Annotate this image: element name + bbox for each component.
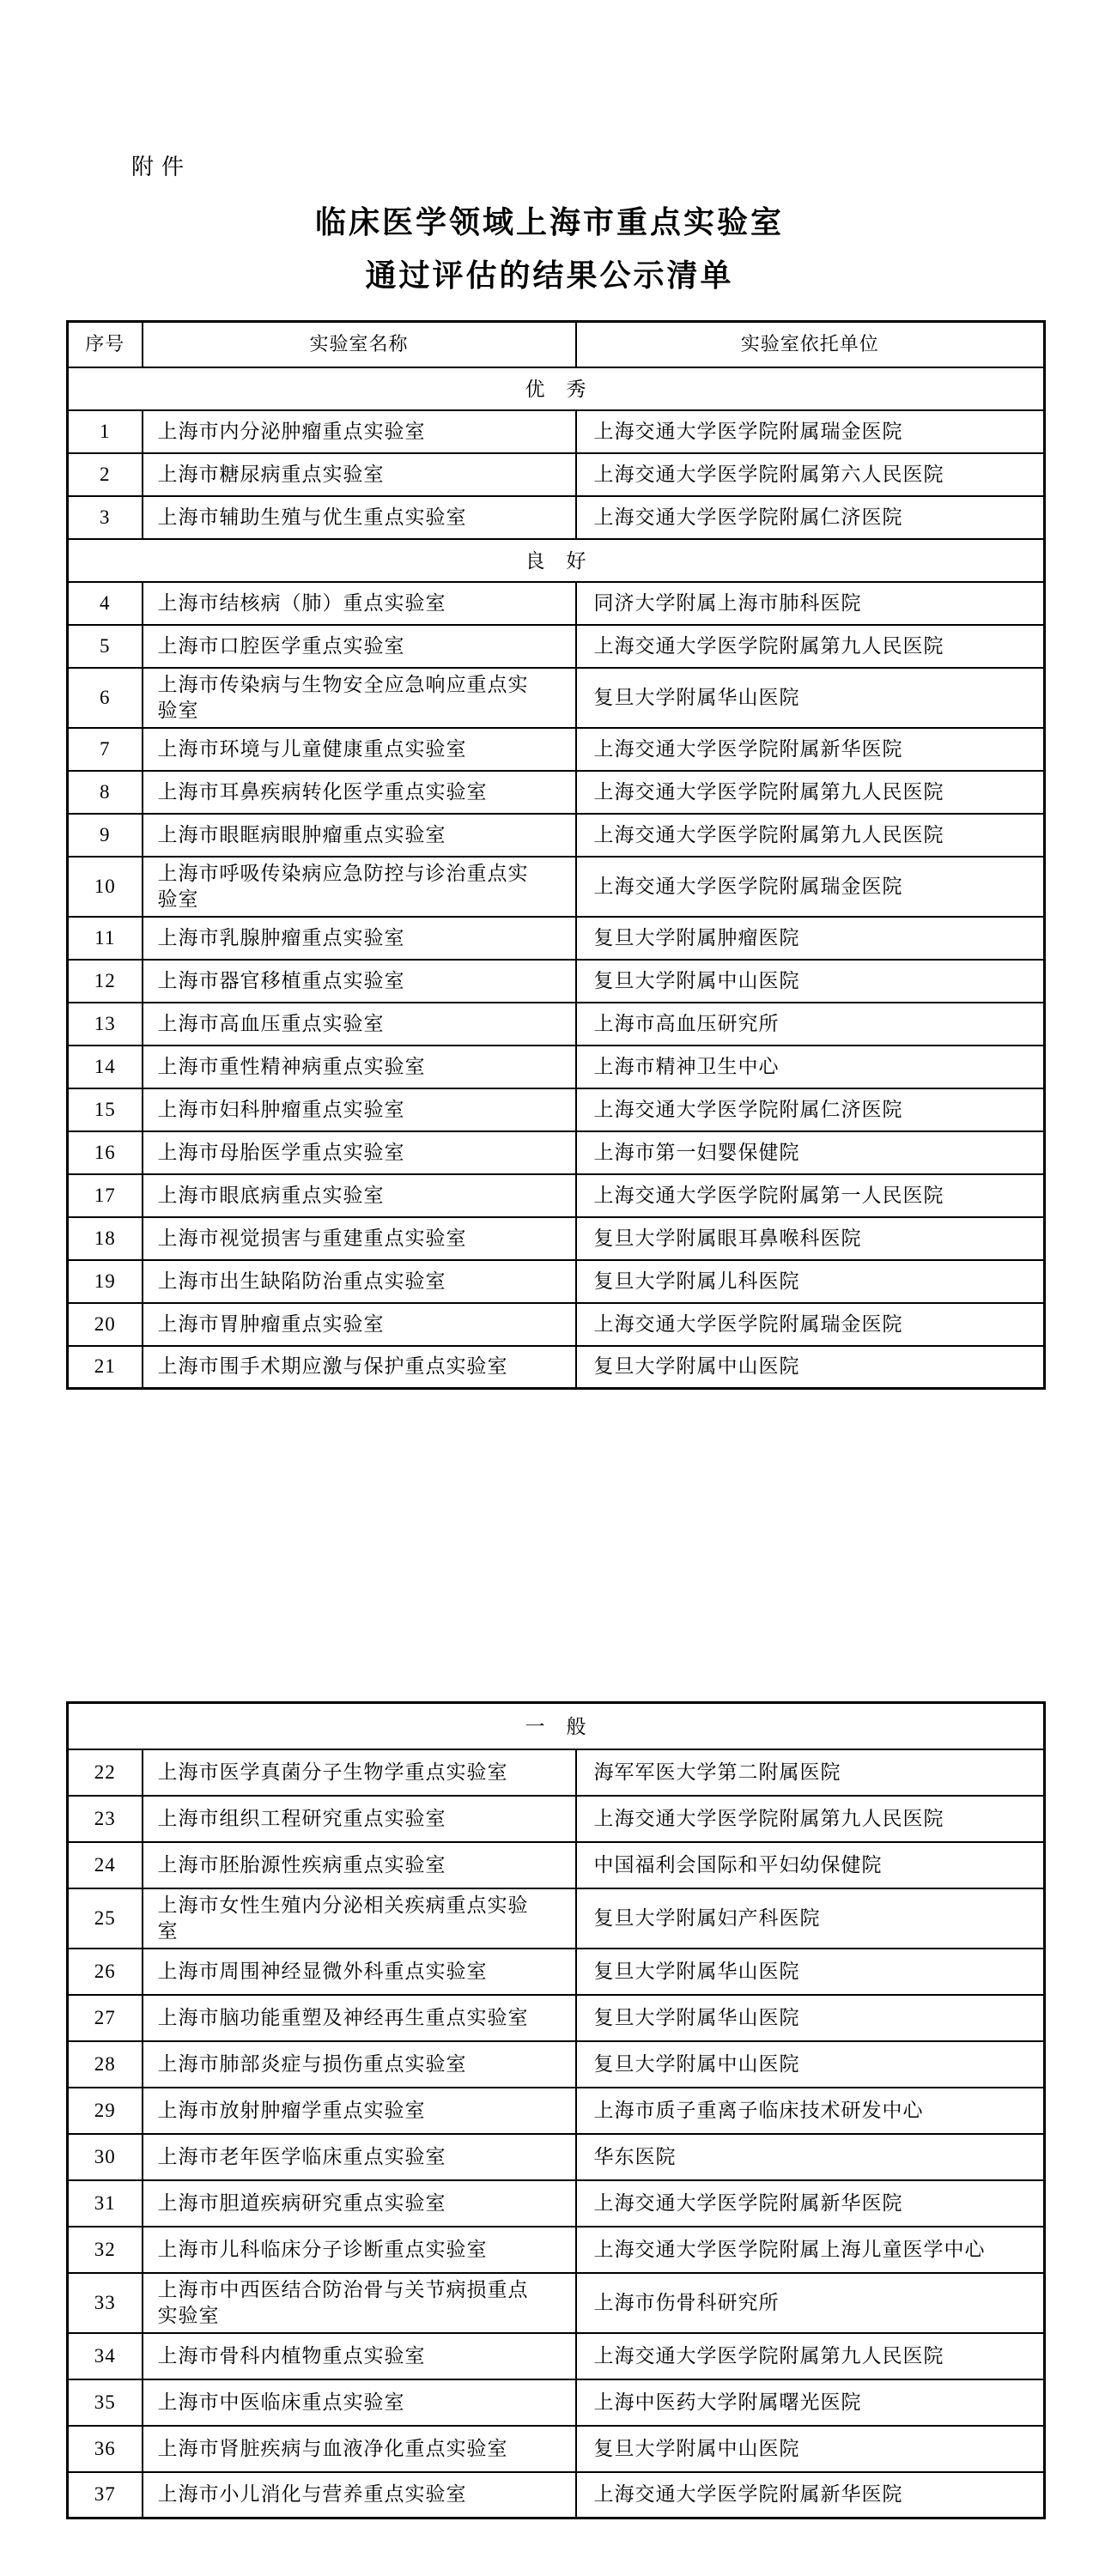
- row-number-cell: 15: [68, 1088, 143, 1131]
- org-cell: 上海交通大学医学院附属上海儿童医学中心: [576, 2227, 1045, 2273]
- lab-name-cell: 上海市器官移植重点实验室: [143, 960, 576, 1003]
- lab-name-cell: 上海市环境与儿童健康重点实验室: [143, 728, 576, 771]
- org-cell: 复旦大学附属中山医院: [576, 1346, 1045, 1389]
- header-cell-lab: 实验室名称: [143, 322, 576, 367]
- page-title-line2: 通过评估的结果公示清单: [365, 258, 734, 293]
- org-cell: 复旦大学附属华山医院: [576, 668, 1045, 728]
- section-row: [68, 539, 1045, 582]
- org-cell: 上海交通大学医学院附属新华医院: [576, 2180, 1045, 2227]
- org-cell: 上海交通大学医学院附属瑞金医院: [576, 1303, 1045, 1346]
- lab-name-cell: 上海市中西医结合防治骨与关节病损重点实验室: [143, 2273, 576, 2333]
- row-number-cell: 7: [68, 728, 143, 771]
- org-cell: 复旦大学附属华山医院: [576, 1995, 1045, 2041]
- lab-name-cell: 上海市骨科内植物重点实验室: [143, 2333, 576, 2379]
- org-cell: 复旦大学附属华山医院: [576, 1949, 1045, 1995]
- row-number-cell: 18: [68, 1217, 143, 1260]
- org-cell: 中国福利会国际和平妇幼保健院: [576, 1842, 1045, 1888]
- row-number-cell: 6: [68, 668, 143, 728]
- row-number-cell: 10: [68, 857, 143, 917]
- lab-name-cell: 上海市呼吸传染病应急防控与诊治重点实验室: [143, 857, 576, 917]
- lab-name-cell: 上海市脑功能重塑及神经再生重点实验室: [143, 1995, 576, 2041]
- org-cell: 复旦大学附属中山医院: [576, 960, 1045, 1003]
- org-cell: 上海交通大学医学院附属第九人民医院: [576, 1796, 1045, 1842]
- lab-name-cell: 上海市中医临床重点实验室: [143, 2379, 576, 2426]
- row-number-cell: 25: [68, 1888, 143, 1949]
- row-number-cell: 16: [68, 1131, 143, 1174]
- lab-name-cell: 上海市内分泌肿瘤重点实验室: [143, 410, 576, 453]
- row-number-cell: 30: [68, 2134, 143, 2180]
- org-cell: 复旦大学附属中山医院: [576, 2041, 1045, 2088]
- org-cell: 上海市高血压研究所: [576, 1003, 1045, 1046]
- org-cell: 同济大学附属上海市肺科医院: [576, 582, 1045, 625]
- table-row: [68, 2180, 1045, 2227]
- table-row: [68, 1796, 1045, 1842]
- lab-name-cell: 上海市围手术期应激与保护重点实验室: [143, 1346, 576, 1389]
- row-number-cell: 20: [68, 1303, 143, 1346]
- attachment-label: 附件: [131, 154, 192, 179]
- header-row: [68, 322, 1045, 367]
- org-cell: 上海交通大学医学院附属新华医院: [576, 2472, 1045, 2518]
- row-number-cell: 9: [68, 814, 143, 857]
- row-number-cell: 35: [68, 2379, 143, 2426]
- table-row: [68, 728, 1045, 771]
- table-row: [68, 2426, 1045, 2472]
- row-number-cell: 13: [68, 1003, 143, 1046]
- page-title-line1: 临床医学领域上海市重点实验室: [314, 205, 784, 239]
- evaluation-result-table-part2: [66, 1701, 1046, 2519]
- lab-name-cell: 上海市胃肿瘤重点实验室: [143, 1303, 576, 1346]
- section-label: 优 秀: [68, 367, 1045, 410]
- table-row: [68, 1174, 1045, 1217]
- table-row: [68, 1003, 1045, 1046]
- section-label: 良 好: [68, 539, 1045, 582]
- row-number-cell: 2: [68, 453, 143, 496]
- row-number-cell: 4: [68, 582, 143, 625]
- lab-name-cell: 上海市儿科临床分子诊断重点实验室: [143, 2227, 576, 2273]
- row-number-cell: 8: [68, 771, 143, 814]
- lab-name-cell: 上海市眼眶病眼肿瘤重点实验室: [143, 814, 576, 857]
- table-row: [68, 1046, 1045, 1088]
- lab-name-cell: 上海市女性生殖内分泌相关疾病重点实验室: [143, 1888, 576, 1949]
- lab-name-cell: 上海市医学真菌分子生物学重点实验室: [143, 1749, 576, 1796]
- row-number-cell: 29: [68, 2088, 143, 2134]
- table-row: [68, 496, 1045, 539]
- table-row: [68, 2333, 1045, 2379]
- lab-name-cell: 上海市出生缺陷防治重点实验室: [143, 1260, 576, 1303]
- section-label: 一 般: [68, 1703, 1045, 1749]
- org-cell: 上海交通大学医学院附属第九人民医院: [576, 814, 1045, 857]
- lab-name-cell: 上海市高血压重点实验室: [143, 1003, 576, 1046]
- table-row: [68, 1260, 1045, 1303]
- org-cell: 上海交通大学医学院附属第一人民医院: [576, 1174, 1045, 1217]
- org-cell: 复旦大学附属肿瘤医院: [576, 917, 1045, 960]
- table-row: [68, 771, 1045, 814]
- lab-name-cell: 上海市放射肿瘤学重点实验室: [143, 2088, 576, 2134]
- row-number-cell: 5: [68, 625, 143, 668]
- lab-name-cell: 上海市胆道疾病研究重点实验室: [143, 2180, 576, 2227]
- table-row: [68, 857, 1045, 917]
- org-cell: 上海交通大学医学院附属新华医院: [576, 728, 1045, 771]
- org-cell: 复旦大学附属中山医院: [576, 2426, 1045, 2472]
- row-number-cell: 19: [68, 1260, 143, 1303]
- org-cell: 上海市精神卫生中心: [576, 1046, 1045, 1088]
- lab-name-cell: 上海市辅助生殖与优生重点实验室: [143, 496, 576, 539]
- org-cell: 上海交通大学医学院附属仁济医院: [576, 1088, 1045, 1131]
- org-cell: 上海交通大学医学院附属第九人民医院: [576, 625, 1045, 668]
- table-row: [68, 2273, 1045, 2333]
- lab-name-cell: 上海市小儿消化与营养重点实验室: [143, 2472, 576, 2518]
- row-number-cell: 37: [68, 2472, 143, 2518]
- table-row: [68, 1749, 1045, 1796]
- org-cell: 海军军医大学第二附属医院: [576, 1749, 1045, 1796]
- section-row: [68, 1703, 1045, 1749]
- org-cell: 上海交通大学医学院附属瑞金医院: [576, 857, 1045, 917]
- lab-name-cell: 上海市胚胎源性疾病重点实验室: [143, 1842, 576, 1888]
- header-cell-no: 序号: [68, 322, 143, 367]
- lab-name-cell: 上海市口腔医学重点实验室: [143, 625, 576, 668]
- table-row: [68, 668, 1045, 728]
- table-row: [68, 410, 1045, 453]
- row-number-cell: 36: [68, 2426, 143, 2472]
- row-number-cell: 14: [68, 1046, 143, 1088]
- org-cell: 复旦大学附属妇产科医院: [576, 1888, 1045, 1949]
- lab-name-cell: 上海市老年医学临床重点实验室: [143, 2134, 576, 2180]
- lab-name-cell: 上海市乳腺肿瘤重点实验室: [143, 917, 576, 960]
- lab-name-cell: 上海市妇科肿瘤重点实验室: [143, 1088, 576, 1131]
- table-row: [68, 1842, 1045, 1888]
- row-number-cell: 17: [68, 1174, 143, 1217]
- org-cell: 上海交通大学医学院附属瑞金医院: [576, 410, 1045, 453]
- table-row: [68, 2134, 1045, 2180]
- table-row: [68, 1088, 1045, 1131]
- lab-name-cell: 上海市视觉损害与重建重点实验室: [143, 1217, 576, 1260]
- lab-name-cell: 上海市组织工程研究重点实验室: [143, 1796, 576, 1842]
- org-cell: 上海市伤骨科研究所: [576, 2273, 1045, 2333]
- table-row: [68, 2379, 1045, 2426]
- row-number-cell: 24: [68, 1842, 143, 1888]
- table-row: [68, 960, 1045, 1003]
- row-number-cell: 21: [68, 1346, 143, 1389]
- row-number-cell: 23: [68, 1796, 143, 1842]
- table-row: [68, 453, 1045, 496]
- lab-name-cell: 上海市肾脏疾病与血液净化重点实验室: [143, 2426, 576, 2472]
- org-cell: 上海交通大学医学院附属第六人民医院: [576, 453, 1045, 496]
- row-number-cell: 22: [68, 1749, 143, 1796]
- org-cell: 上海市质子重离子临床技术研发中心: [576, 2088, 1045, 2134]
- row-number-cell: 33: [68, 2273, 143, 2333]
- org-cell: 华东医院: [576, 2134, 1045, 2180]
- table-row: [68, 1217, 1045, 1260]
- table-row: [68, 582, 1045, 625]
- table-row: [68, 2088, 1045, 2134]
- org-cell: 上海市第一妇婴保健院: [576, 1131, 1045, 1174]
- table-row: [68, 814, 1045, 857]
- row-number-cell: 28: [68, 2041, 143, 2088]
- lab-name-cell: 上海市结核病（肺）重点实验室: [143, 582, 576, 625]
- lab-name-cell: 上海市眼底病重点实验室: [143, 1174, 576, 1217]
- table-row: [68, 2227, 1045, 2273]
- header-cell-org: 实验室依托单位: [576, 322, 1045, 367]
- row-number-cell: 31: [68, 2180, 143, 2227]
- table-row: [68, 917, 1045, 960]
- row-number-cell: 27: [68, 1995, 143, 2041]
- row-number-cell: 12: [68, 960, 143, 1003]
- row-number-cell: 26: [68, 1949, 143, 1995]
- lab-name-cell: 上海市重性精神病重点实验室: [143, 1046, 576, 1088]
- org-cell: 复旦大学附属眼耳鼻喉科医院: [576, 1217, 1045, 1260]
- table-row: [68, 625, 1045, 668]
- section-row: [68, 367, 1045, 410]
- lab-name-cell: 上海市传染病与生物安全应急响应重点实验室: [143, 668, 576, 728]
- org-cell: 上海交通大学医学院附属第九人民医院: [576, 771, 1045, 814]
- lab-name-cell: 上海市糖尿病重点实验室: [143, 453, 576, 496]
- table-row: [68, 1888, 1045, 1949]
- row-number-cell: 32: [68, 2227, 143, 2273]
- lab-name-cell: 上海市肺部炎症与损伤重点实验室: [143, 2041, 576, 2088]
- evaluation-result-table-part1: [66, 320, 1046, 1390]
- table-row: [68, 1131, 1045, 1174]
- org-cell: 上海中医药大学附属曙光医院: [576, 2379, 1045, 2426]
- lab-name-cell: 上海市母胎医学重点实验室: [143, 1131, 576, 1174]
- org-cell: 上海交通大学医学院附属第九人民医院: [576, 2333, 1045, 2379]
- row-number-cell: 11: [68, 917, 143, 960]
- lab-name-cell: 上海市耳鼻疾病转化医学重点实验室: [143, 771, 576, 814]
- table-row: [68, 2472, 1045, 2518]
- table-row: [68, 1303, 1045, 1346]
- org-cell: 复旦大学附属儿科医院: [576, 1260, 1045, 1303]
- row-number-cell: 1: [68, 410, 143, 453]
- table-row: [68, 1346, 1045, 1389]
- table-row: [68, 2041, 1045, 2088]
- lab-name-cell: 上海市周围神经显微外科重点实验室: [143, 1949, 576, 1995]
- table-row: [68, 1949, 1045, 1995]
- org-cell: 上海交通大学医学院附属仁济医院: [576, 496, 1045, 539]
- row-number-cell: 34: [68, 2333, 143, 2379]
- table-row: [68, 1995, 1045, 2041]
- row-number-cell: 3: [68, 496, 143, 539]
